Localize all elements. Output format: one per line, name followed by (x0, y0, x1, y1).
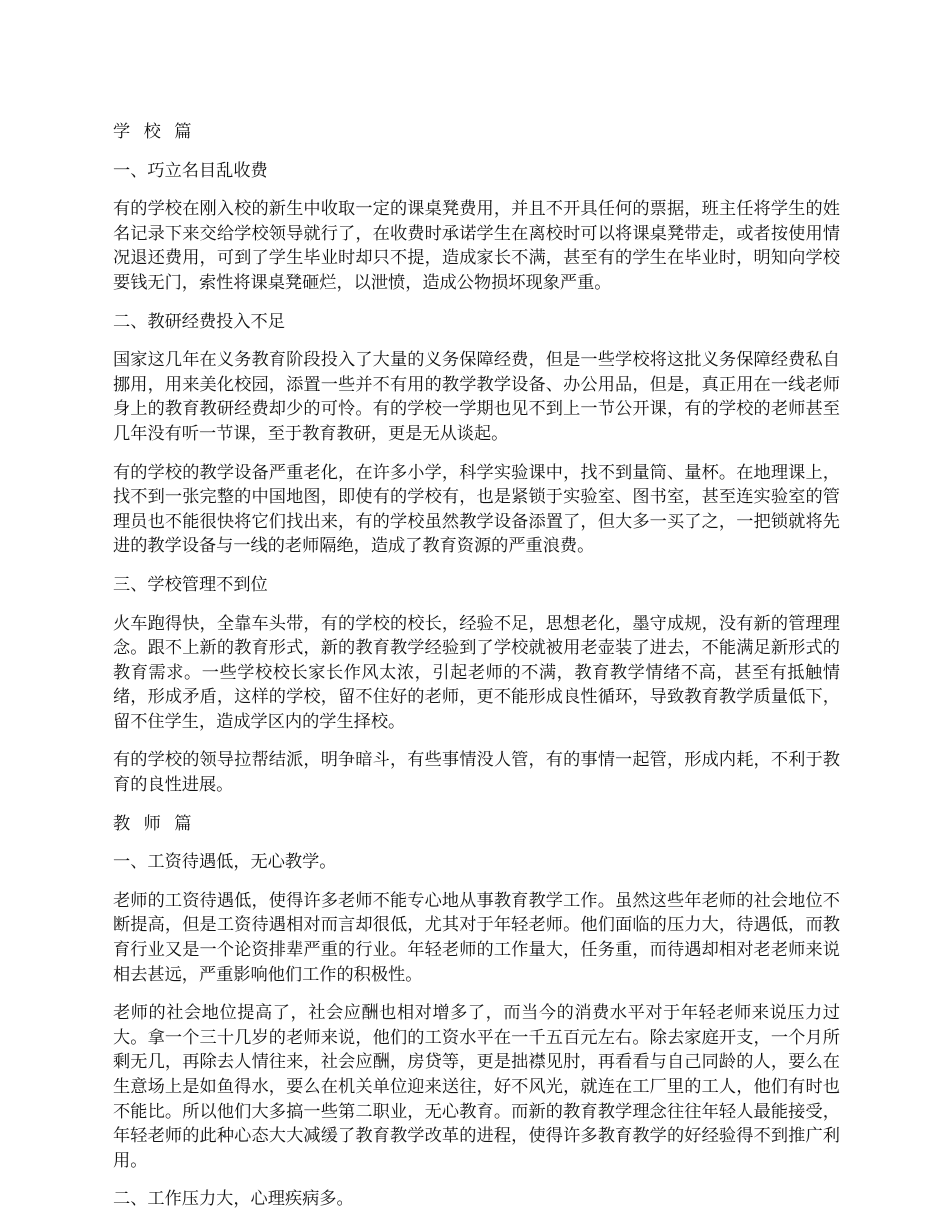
heading-work-pressure: 二、工作压力大，心理疾病多。 (113, 1189, 354, 1210)
section-title-school: 学 校 篇 (113, 122, 196, 142)
paragraph-low-pay: 老师的工资待遇低，使得许多老师不能专心地从事教育教学工作。虽然这些年老师的社会地位不断提高，但是工资待遇相对而言却很低，尤其对于年轻老师。他们面临的压力大，待遇低，而教育行业又是一个论资排辈严重的行业。年轻老师的工作量大，任务重，而待遇却相对老老师来说相去甚远，严重影响他们工作的积极性。 (113, 890, 840, 985)
heading-management: 三、学校管理不到位 (113, 574, 268, 595)
paragraph-leadership: 有的学校的领导拉帮结派，明争暗斗，有些事情没人管，有的事情一起管，形成内耗，不利于教育的良性进展。 (113, 750, 840, 796)
paragraph-equipment: 有的学校的教学设备严重老化，在许多小学，科学实验课中，找不到量筒、量杯。在地理课上，找不到一张完整的中国地图，即使有的学校有，也是紧锁于实验室、图书室，甚至连实验室的管理员也不能很快将它们找出来，有的学校虽然教学设备添置了，但大多一买了之，一把锁就将先进的教学设备与一线的老师隔绝，造成了教育资源的严重浪费。 (113, 462, 840, 557)
section-title-teacher: 教 师 篇 (113, 813, 196, 834)
paragraph-management: 火车跑得快，全靠车头带，有的学校的校长，经验不足，思想老化，墨守成规，没有新的管理理念。跟不上新的教育形式，新的教育教学经验到了学校就被用老壶装了进去，不能满足新形式的教育需求。一些学校校长家长作风太浓，引起老师的不满，教育教学情绪不高，甚至有抵触情绪，形成矛盾，这样的学校，留不住好的老师，更不能形成良性循环，导致教育教学质量低下，留不住学生，造成学区内的学生择校。 (113, 613, 840, 732)
paragraph-fees: 有的学校在刚入校的新生中收取一定的课桌凳费用，并且不开具任何的票据，班主任将学生的姓名记录下来交给学校领导就行了，在收费时承诺学生在离校时可以将课桌凳带走，或者按使用情况退还费用，可到了学生毕业时却只不提，造成家长不满，甚至有的学生在毕业时，明知向学校要钱无门，索性将课桌凳砸烂，以泄愤，造成公物损坏现象严重。 (113, 199, 840, 293)
heading-fees: 一、巧立名目乱收费 (113, 160, 268, 181)
heading-research-funding: 二、教研经费投入不足 (113, 311, 285, 332)
paragraph-research-funding: 国家这几年在义务教育阶段投入了大量的义务保障经费，但是一些学校将这批义务保障经费私自挪用，用来美化校园，添置一些并不有用的教学教学设备、办公用品，但是，真正用在一线老师身上的教育教研经费却少的可怜。有的学校一学期也见不到上一节公开课，有的学校的老师甚至几年没有听一节课，至于教育教研，更是无从谈起。 (113, 350, 840, 444)
paragraph-social-pressure: 老师的社会地位提高了，社会应酬也相对增多了，而当今的消费水平对于年轻老师来说压力过大。拿一个三十几岁的老师来说，他们的工资水平在一千五百元左右。除去家庭开支，一个月所剩无几，再除去人情往来，社会应酬，房贷等，更是拙襟见肘，再看看与自己同龄的人，要么在生意场上是如鱼得水，要么在机关单位迎来送往，好不风光，就连在工厂里的工人，他们有时也不能比。所以他们大多搞一些第二职业，无心教育。而新的教育教学理念往往年轻人最能接受，年轻老师的此种心态大大减缓了教育教学改革的进程，使得许多教育教学的好经验得不到推广利用。 (113, 1003, 840, 1171)
document-page (113, 120, 840, 1226)
heading-low-pay: 一、工资待遇低，无心教学。 (113, 852, 337, 873)
